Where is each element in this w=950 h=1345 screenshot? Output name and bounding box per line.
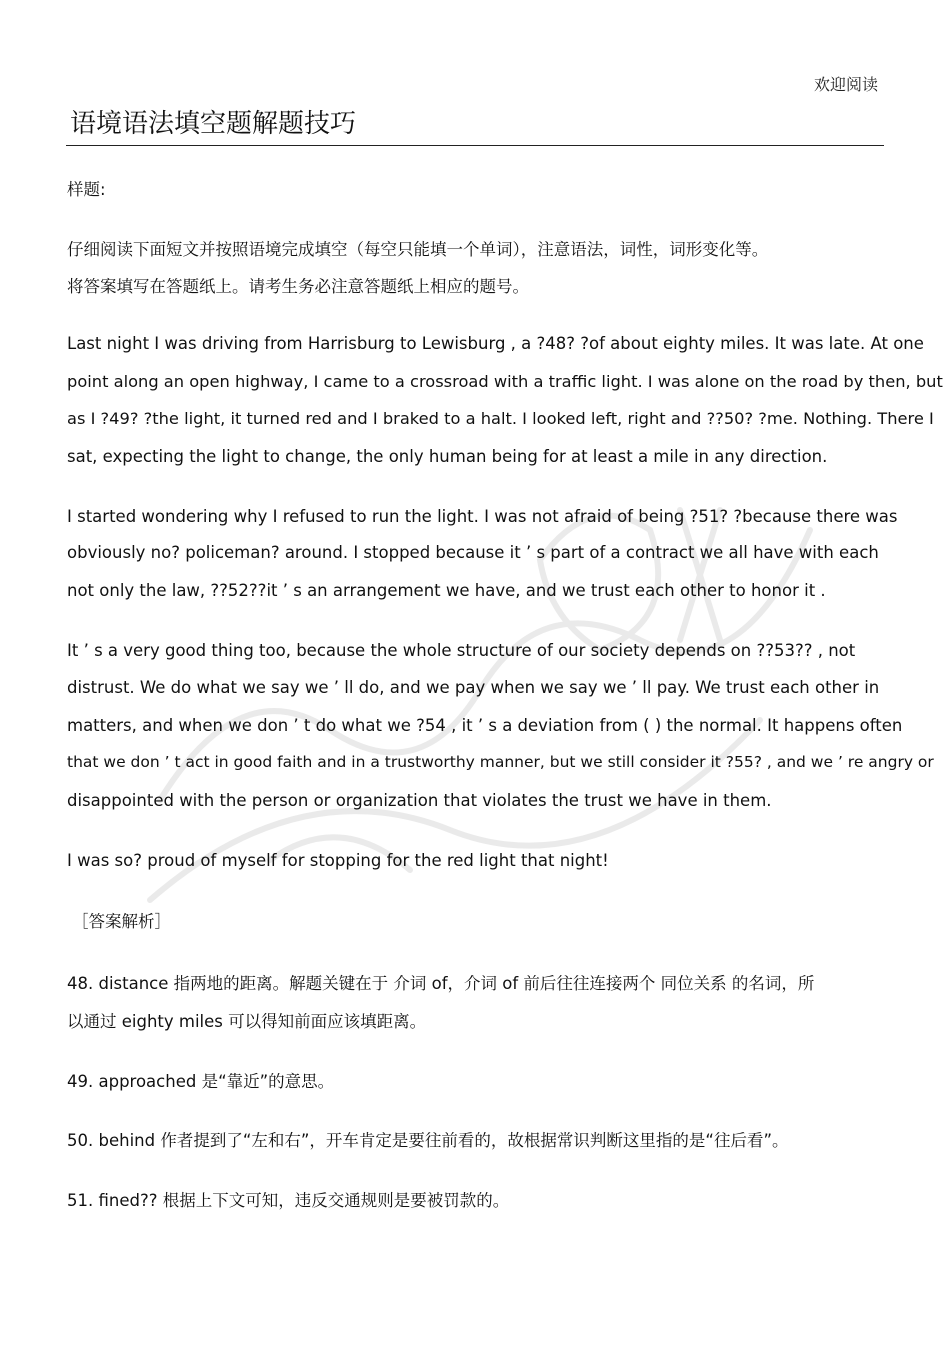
passage-line: sat, expecting the light to change, the only human being for at least a mile in any direction. [67, 447, 828, 466]
passage-line: Last night I was driving from Harrisburg to Lewisburg , a ?48? ?of about eighty miles. It was late. At one [67, 334, 924, 353]
passage-line: not only the law, ??52??it ’ s an arrangement we have, and we trust each other to honor it . [67, 581, 826, 600]
instruction-line: 将答案填写在答题纸上。请考生务必注意答题纸上相应的题号。 [67, 277, 529, 296]
answer-label: ［答案解析］ [72, 912, 171, 931]
passage-line: that we don ’ t act in good faith and in a trustworthy manner, but we still consider it ?55? , and we ’ re angry or [67, 753, 934, 771]
answer-line: 50. behind 作者提到了“左和右”，开车肯定是要往前看的，故根据常识判断这里指的是“往后看”。 [67, 1131, 789, 1150]
answer-line: 51. fined?? 根据上下文可知，违反交通规则是要被罚款的。 [67, 1191, 510, 1210]
passage-line: distrust. We do what we say we ’ ll do, and we pay when we say we ’ ll pay. We trust each other in [67, 678, 880, 697]
sample-label: 样题: [67, 180, 106, 199]
answer-line: 48. distance 指两地的距离。解题关键在于 介词 of，介词 of 前后往往连接两个 同位关系 的名词，所 [67, 974, 815, 993]
instruction-line: 仔细阅读下面短文并按照语境完成填空（每空只能填一个单词），注意语法，词性，词形变化等。 [67, 240, 769, 259]
page-title: 语境语法填空题解题技巧 [70, 109, 357, 139]
passage-line: I started wondering why I refused to run the light. I was not afraid of being ?51? ?because there was [67, 507, 898, 526]
answer-line: 49. approached 是“靠近”的意思。 [67, 1072, 335, 1091]
passage-line: matters, and when we don ’ t do what we ?54 , it ’ s a deviation from ( ) the normal. It happens often [67, 716, 903, 735]
passage-line: disappointed with the person or organization that violates the trust we have in them. [67, 791, 772, 810]
passage-line: obviously no? policeman? around. I stopped because it ’ s part of a contract we all have with each [67, 543, 879, 562]
passage-line: point along an open highway, I came to a crossroad with a traffic light. I was alone on the road by then, but [67, 372, 943, 391]
answer-line: 以通过 eighty miles 可以得知前面应该填距离。 [67, 1012, 427, 1031]
passage-line: I was so? proud of myself for stopping for the red light that night! [67, 851, 609, 870]
passage-line: as I ?49? ?the light, it turned red and I braked to a halt. I looked left, right and ??50? ?me. Nothing. There I [67, 409, 934, 428]
passage-line: It ’ s a very good thing too, because the whole structure of our society depends on ??53?? , not [67, 641, 856, 660]
title-divider [66, 145, 884, 146]
header-right-text: 欢迎阅读 [813, 75, 878, 94]
